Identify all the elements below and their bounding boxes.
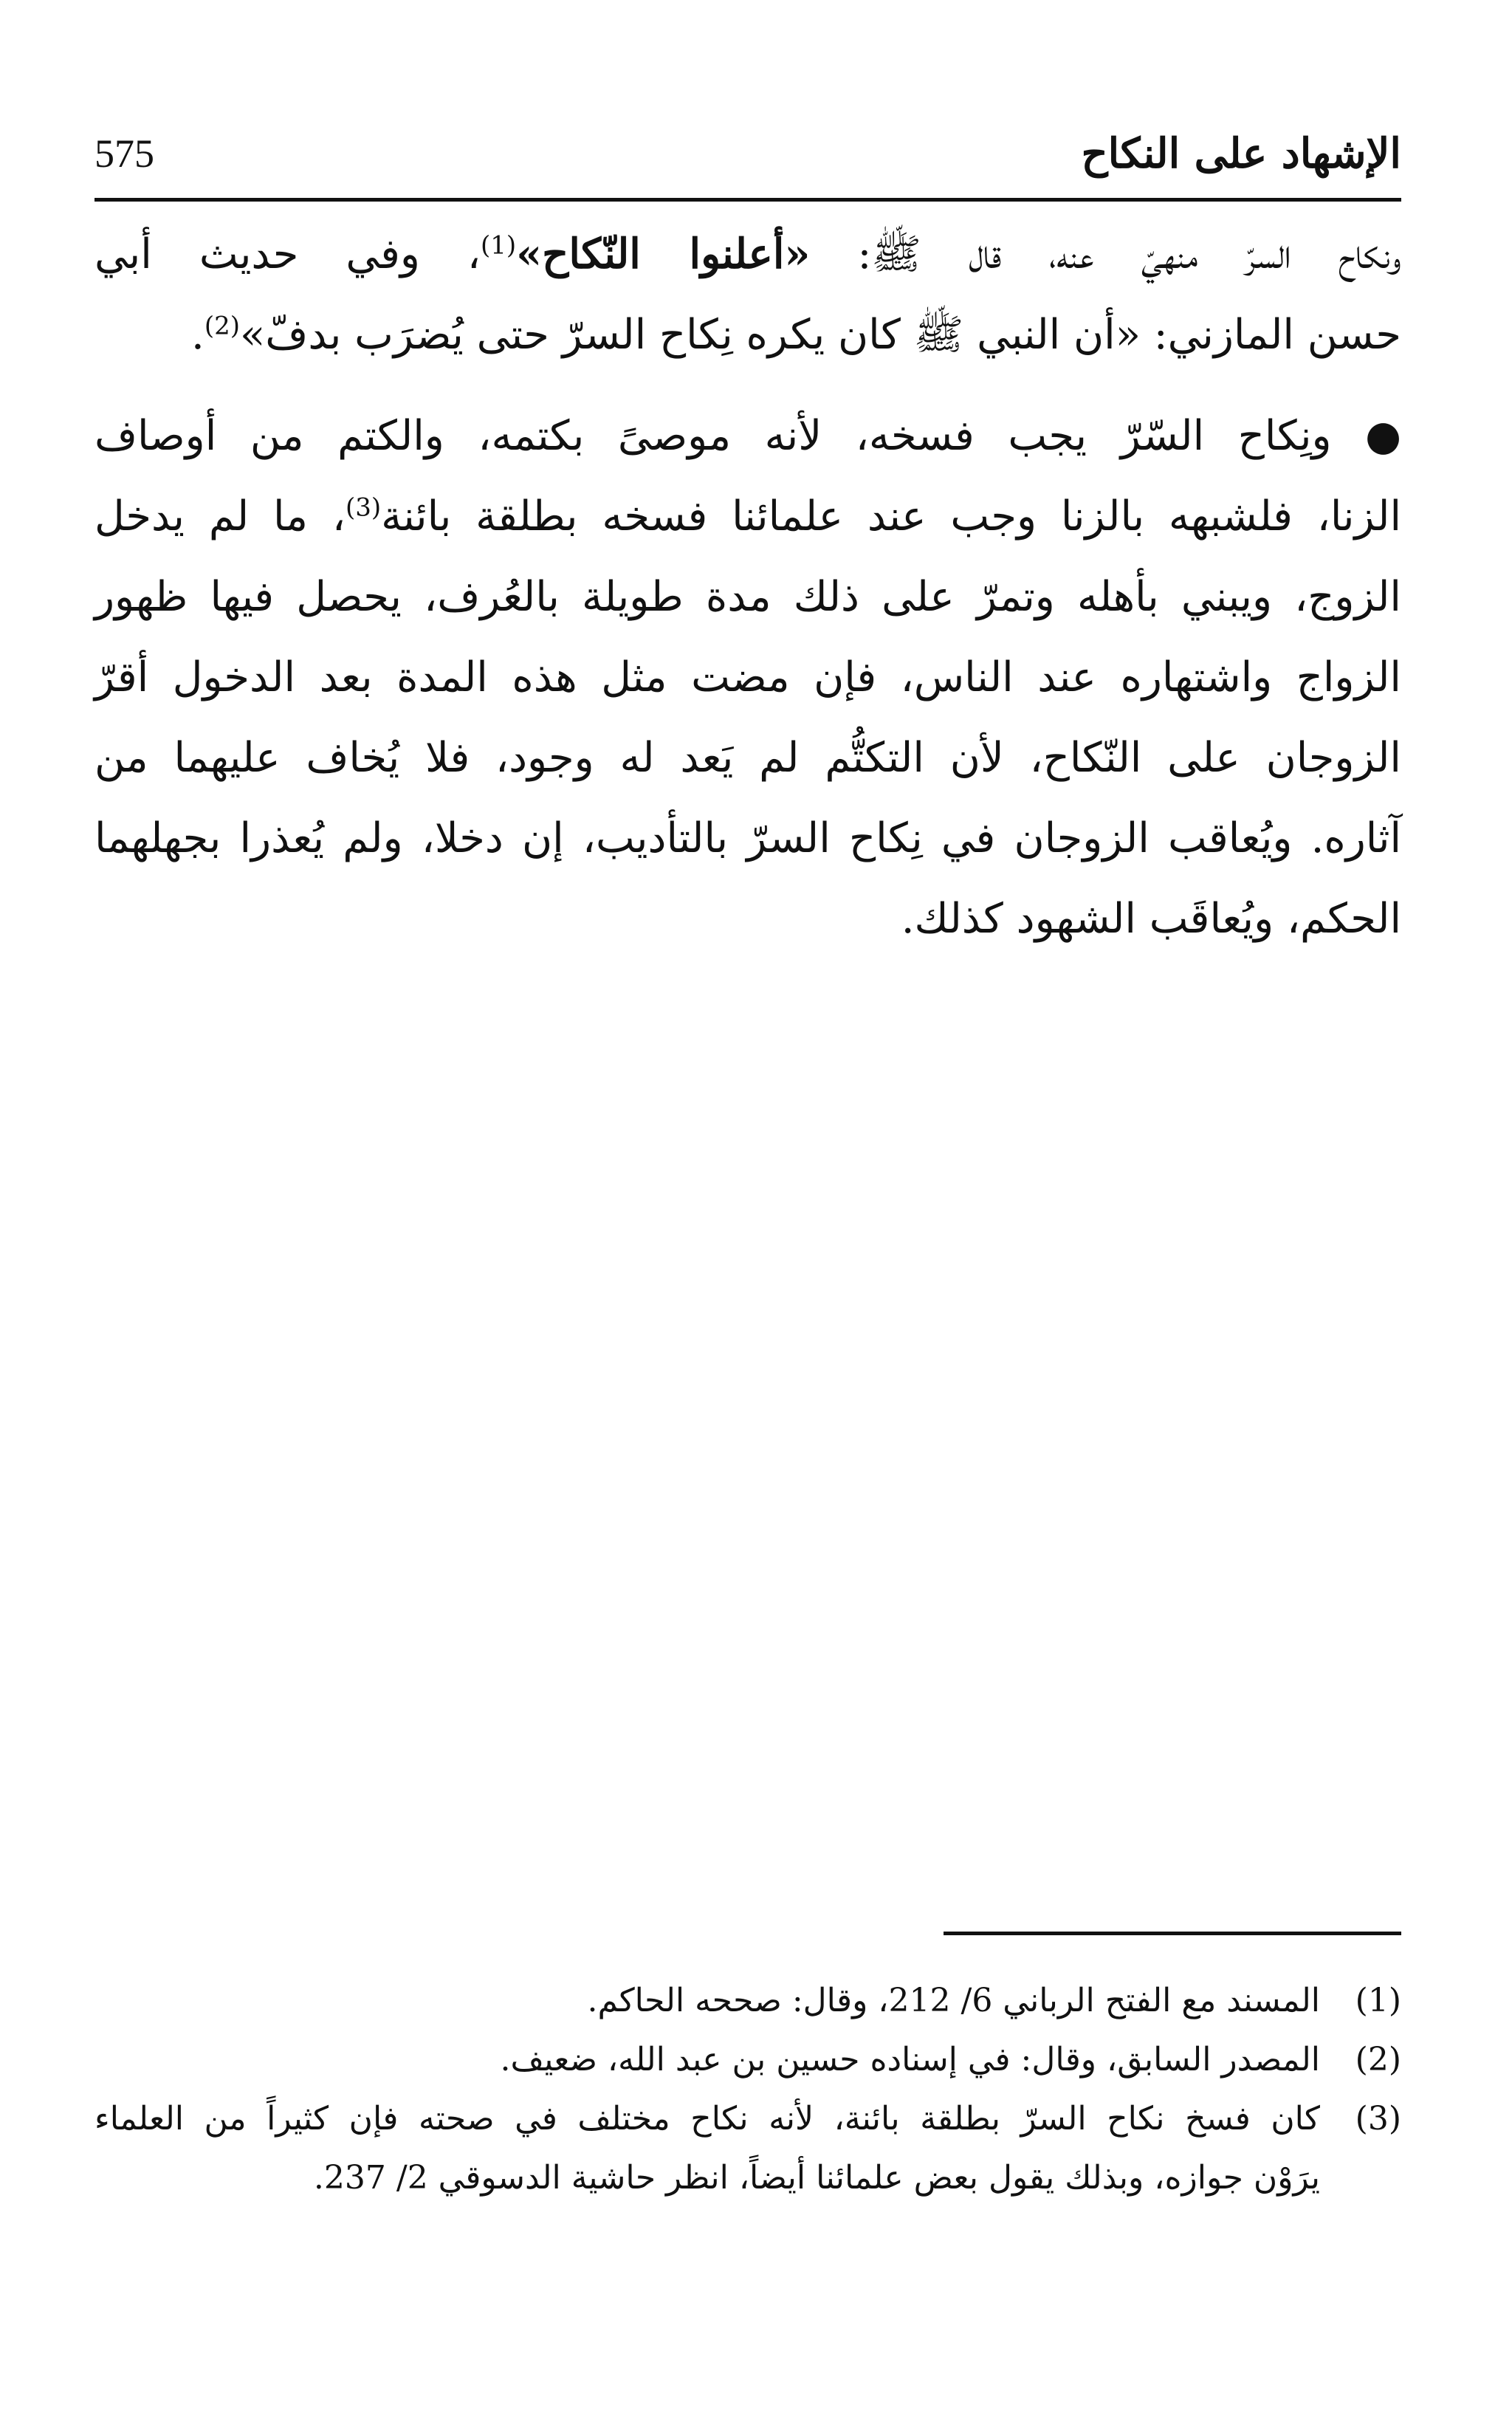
text-run: ، وفي حديث أبي [94,230,481,278]
footnote-number: (3) [1355,2100,1401,2138]
footnote-1 [94,1971,1401,2030]
footnote-ref-1: (1) [481,230,517,261]
footnotes [94,1971,1401,2208]
paragraph-2-line-4: الزواج واشتهاره عند الناس، فإن مضت مثل هذه المدة بعد الدخول أقرّ [94,653,1401,701]
paragraph-gap [94,375,1401,396]
footnote-3 [94,2090,1401,2208]
body-text [94,214,1401,959]
text-run: الزنا، فلشبهه بالزنا وجب عند علمائنا فسخه بطلقة بائنة [381,492,1401,540]
paragraph-1-line-1 [94,214,1401,295]
footnote-2 [94,2030,1401,2090]
text-run: ، ما لم يدخل [94,492,346,540]
footnote-text: المصدر السابق، وقال: في إسناده حسين بن عبد الله، ضعيف. [500,2041,1320,2078]
running-header [94,118,1401,199]
footnote-ref-3: (3) [345,492,382,523]
paragraph-2-line-7: الحكم، ويُعاقَب الشهود كذلك. [901,895,1401,943]
footnote-text: المسند مع الفتح الرباني 6/ 212، وقال: صححه الحاكم. [587,1982,1320,2019]
text-run: ونكاح السرّ منهيّ عنه، قال ﷺ: [810,230,1401,278]
paragraph-1-line-2 [94,295,1401,375]
paragraph-2-line-6: آثاره. ويُعاقب الزوجان في نِكاح السرّ بالتأديب، إن دخلا، ولم يُعذرا بجهلهما [94,814,1401,862]
text-run: . [191,311,205,359]
paragraph-2-line-1: ● ونِكاح السّرّ يجب فسخه، لأنه موصىً بكتمه، والكتم من أوصاف [94,412,1401,460]
text-run: حسن المازني: «أن النبي ﷺ كان يكره نِكاح السرّ حتى يُضرَب بدفّ» [240,311,1401,359]
footnote-number: (2) [1355,2041,1401,2078]
chapter-title: الإشهاد على النكاح [1081,129,1401,178]
paragraph-2-line-2 [94,476,1401,557]
footnote-separator [944,1932,1401,1935]
footnote-text: كان فسخ نكاح السرّ بطلقة بائنة، لأنه نكاح مختلف في صحته فإن كثيراً من العلماء [94,2100,1320,2138]
footnote-text-continued: يرَوْن جوازه، وبذلك يقول بعض علمائنا أيضاً، انظر حاشية الدسوقي 2/ 237. [313,2159,1320,2197]
page-number: 575 [94,131,154,176]
paragraph-2-line-5: الزوجان على النّكاح، لأن التكتُّم لم يَعد له وجود، فلا يُخاف عليهما من [94,734,1401,782]
hadith-quote: «أعلنوا النّكاح» [516,230,811,278]
footnote-ref-2: (2) [204,311,241,341]
paragraph-2-line-3: الزوج، ويبني بأهله وتمرّ على ذلك مدة طويلة بالعُرف، يحصل فيها ظهور [94,573,1401,621]
footnote-number: (1) [1355,1982,1401,2019]
header-rule [94,198,1401,202]
